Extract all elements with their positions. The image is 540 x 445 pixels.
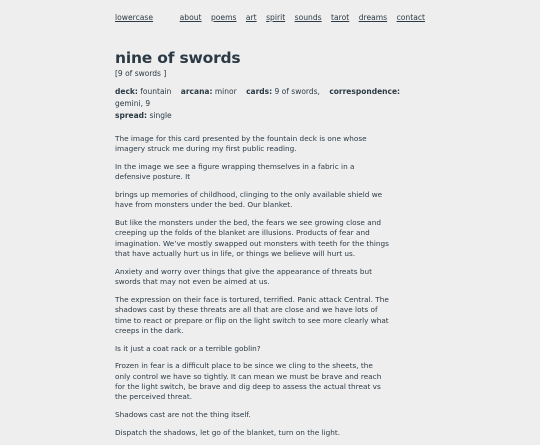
nav-links (173, 13, 425, 23)
nav-link-poems[interactable]: poems (210, 13, 237, 22)
meta-spread (115, 111, 172, 120)
page-subtitle: [9 of swords ] (115, 69, 167, 78)
meta-arcana-value: minor (214, 87, 237, 96)
paragraph: Is it just a coat rack or a terrible goblin? (115, 343, 261, 353)
meta-spread-label: spread: (115, 111, 148, 120)
nav-link-sounds[interactable]: sounds (294, 13, 322, 22)
paragraph: Anxiety and worry over things that give the appearance of threats but swords that may not even be aimed at us. (115, 266, 372, 287)
meta-deck (115, 87, 171, 96)
nav-link-contact[interactable]: contact (396, 13, 425, 22)
meta-arcana-label: arcana: (180, 87, 213, 96)
page-title: nine of swords (115, 49, 241, 67)
meta-correspondence-label: correspondence: (329, 87, 401, 96)
paragraph: The expression on their face is tortured, terrified. Panic attack Central. The shadows cast by these threats are all that are close and we have lots of time to react or prepare or flip on the light switch to see more clearly what creeps in the dark. (115, 294, 389, 336)
meta-deck-value: fountain (140, 87, 172, 96)
paragraph: In the image we see a figure wrapping themselves in a fabric in a defensive posture. It (115, 162, 355, 182)
paragraph: Frozen in fear is a difficult place to be since we cling to the sheets, the only control we have so tightly. It can mean we must be brave and reach for the light switch, be brave and dig deep to assess the actual threat vs the perceived threat. (115, 361, 382, 402)
nav-link-tarot[interactable]: tarot (331, 13, 350, 22)
meta-deck-label: deck: (115, 87, 138, 96)
nav-link-about[interactable]: about (179, 13, 202, 22)
nav-link-spirit[interactable]: spirit (266, 13, 286, 22)
card-meta (115, 86, 415, 122)
paragraph: But like the monsters under the bed, the fears we see growing close and creeping up the folds of the blanket are illusions. Products of fear and imagination. We’ve mostly swapped out monsters with teeth for the things that have actually hurt us in life, or things we believe will hurt us. (115, 218, 389, 259)
paragraph: brings up memories of childhood, clinging to the only available shield we have from monsters under the bed. Our blanket. (115, 190, 383, 210)
meta-arcana (181, 87, 237, 96)
nav-link-art[interactable]: art (245, 13, 257, 22)
nav-link-dreams[interactable]: dreams (358, 13, 388, 22)
meta-cards-value: 9 of swords, (274, 87, 320, 96)
meta-spread-value: single (149, 111, 172, 120)
paragraph: Shadows cast are not the thing itself. (115, 410, 251, 420)
article-body (115, 134, 390, 445)
paragraph: The image for this card presented by the fountain deck is one whose imagery struck me during my first public reading. (115, 134, 367, 154)
meta-cards (246, 87, 320, 96)
nav-home-link[interactable]: lowercase (115, 13, 154, 22)
meta-correspondence-value: gemini, 9 (115, 99, 151, 108)
paragraph: Dispatch the shadows, let go of the blanket, turn on the light. (115, 427, 341, 437)
meta-cards-label: cards: (246, 87, 273, 96)
